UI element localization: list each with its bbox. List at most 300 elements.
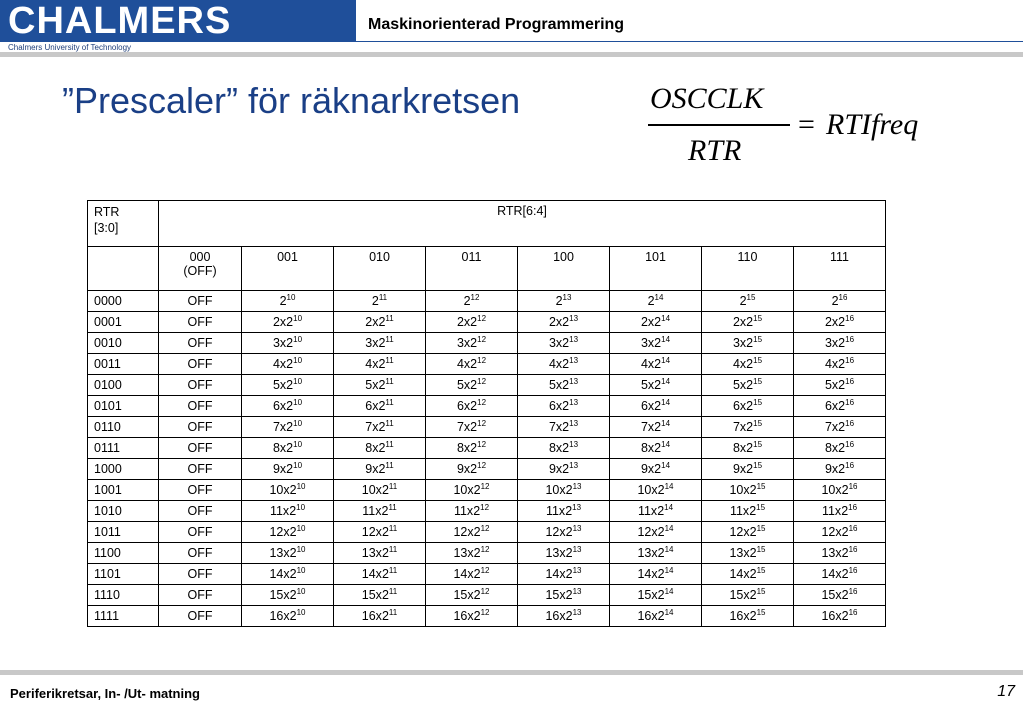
divider-multiplier: 2x bbox=[548, 315, 563, 329]
divider-exponent: 14 bbox=[661, 398, 671, 407]
divider-cell: $10x2^{16}$ bbox=[794, 480, 886, 501]
row-code: 0000 bbox=[88, 291, 159, 312]
table-row bbox=[88, 564, 886, 585]
divider-cell: $7x2^{15}$ bbox=[702, 417, 794, 438]
divider-cell: $16x2^{12}$ bbox=[426, 606, 518, 627]
divider-cell: $14x2^{16}$ bbox=[794, 564, 886, 585]
divider-cell: $10x2^{11}$ bbox=[334, 480, 426, 501]
divider-cell: $8x2^{10}$ bbox=[242, 438, 334, 459]
divider-exponent: 15 bbox=[753, 398, 763, 407]
divider-multiplier: 15x bbox=[453, 588, 474, 602]
divider-exponent: 10 bbox=[293, 419, 303, 428]
divider-multiplier: 16x bbox=[361, 609, 382, 623]
divider-exponent: 11 bbox=[388, 566, 398, 575]
divider-multiplier: 10x bbox=[637, 483, 658, 497]
divider-exponent: 14 bbox=[661, 461, 671, 470]
row-code: 1111 bbox=[88, 606, 159, 627]
divider-cell: $11x2^{10}$ bbox=[242, 501, 334, 522]
off-cell: OFF bbox=[159, 291, 242, 312]
divider-exponent: 10 bbox=[296, 524, 306, 533]
divider-exponent: 11 bbox=[385, 440, 394, 449]
column-header bbox=[518, 247, 610, 291]
divider-exponent: 14 bbox=[664, 566, 674, 575]
divider-cell: $13x2^{13}$ bbox=[518, 543, 610, 564]
divider-multiplier: 3x bbox=[272, 336, 287, 350]
divider-cell: $6x2^{12}$ bbox=[426, 396, 518, 417]
divider-multiplier: 5x bbox=[640, 378, 655, 392]
divider-multiplier: 13x bbox=[729, 546, 750, 560]
divider-exponent: 12 bbox=[480, 503, 490, 512]
divider-cell: $9x2^{10}$ bbox=[242, 459, 334, 480]
column-header-code: 100 bbox=[553, 250, 574, 264]
divider-cell: $2^{13}$ bbox=[518, 291, 610, 312]
divider-cell: $11x2^{13}$ bbox=[518, 501, 610, 522]
divider-cell: $5x2^{13}$ bbox=[518, 375, 610, 396]
divider-cell: $14x2^{10}$ bbox=[242, 564, 334, 585]
divider-exponent: 10 bbox=[293, 314, 303, 323]
table-row bbox=[88, 522, 886, 543]
table-row bbox=[88, 543, 886, 564]
divider-cell: $4x2^{14}$ bbox=[610, 354, 702, 375]
divider-cell: $12x2^{15}$ bbox=[702, 522, 794, 543]
row-code: 1101 bbox=[88, 564, 159, 585]
divider-cell: $7x2^{14}$ bbox=[610, 417, 702, 438]
divider-cell: $13x2^{15}$ bbox=[702, 543, 794, 564]
divider-multiplier: 4x bbox=[732, 357, 747, 371]
divider-cell: $6x2^{16}$ bbox=[794, 396, 886, 417]
divider-multiplier: 6x bbox=[640, 399, 655, 413]
divider-multiplier: 5x bbox=[365, 378, 379, 392]
divider-cell: $3x2^{16}$ bbox=[794, 333, 886, 354]
divider-multiplier: 10x bbox=[453, 483, 474, 497]
divider-cell: $16x2^{10}$ bbox=[242, 606, 334, 627]
table-row bbox=[88, 501, 886, 522]
divider-cell: $8x2^{14}$ bbox=[610, 438, 702, 459]
divider-cell: $3x2^{10}$ bbox=[242, 333, 334, 354]
divider-multiplier: 11x bbox=[637, 504, 658, 518]
table-row bbox=[88, 606, 886, 627]
divider-exponent: 12 bbox=[477, 377, 487, 386]
divider-exponent: 13 bbox=[569, 335, 579, 344]
divider-multiplier: 14x bbox=[637, 567, 658, 581]
divider-cell: $2^{16}$ bbox=[794, 291, 886, 312]
divider-multiplier: 3x bbox=[732, 336, 747, 350]
divider-multiplier: 15x bbox=[637, 588, 658, 602]
divider-exponent: 10 bbox=[296, 608, 306, 617]
divider-multiplier: 15x bbox=[821, 588, 842, 602]
divider-exponent: 15 bbox=[756, 545, 766, 554]
divider-exponent: 11 bbox=[385, 461, 394, 470]
divider-multiplier: 6x bbox=[365, 399, 379, 413]
divider-exponent: 14 bbox=[661, 440, 671, 449]
divider-multiplier: 3x bbox=[365, 336, 379, 350]
divider-cell: $13x2^{11}$ bbox=[334, 543, 426, 564]
divider-exponent: 16 bbox=[848, 587, 858, 596]
divider-cell: $9x2^{16}$ bbox=[794, 459, 886, 480]
divider-exponent: 16 bbox=[845, 398, 855, 407]
divider-cell: $2x2^{16}$ bbox=[794, 312, 886, 333]
divider-multiplier: 3x bbox=[640, 336, 655, 350]
divider-multiplier: 14x bbox=[821, 567, 842, 581]
divider-exponent: 11 bbox=[385, 314, 394, 323]
divider-cell: $14x2^{15}$ bbox=[702, 564, 794, 585]
divider-multiplier: 5x bbox=[824, 378, 839, 392]
divider-cell: $13x2^{16}$ bbox=[794, 543, 886, 564]
column-header-note: (OFF) bbox=[183, 264, 217, 278]
divider-exponent: 12 bbox=[480, 545, 490, 554]
divider-exponent: 10 bbox=[293, 377, 303, 386]
off-cell: OFF bbox=[159, 312, 242, 333]
divider-multiplier: 8x bbox=[640, 441, 655, 455]
divider-exponent: 16 bbox=[845, 356, 855, 365]
divider-exponent: 15 bbox=[753, 419, 763, 428]
formula-denominator: RTR bbox=[688, 134, 742, 167]
off-cell: OFF bbox=[159, 354, 242, 375]
divider-exponent: 12 bbox=[470, 293, 480, 302]
divider-cell: $3x2^{15}$ bbox=[702, 333, 794, 354]
divider-exponent: 11 bbox=[385, 419, 394, 428]
row-code: 1011 bbox=[88, 522, 159, 543]
divider-exponent: 13 bbox=[569, 461, 579, 470]
divider-exponent: 16 bbox=[845, 461, 855, 470]
off-cell: OFF bbox=[159, 585, 242, 606]
divider-multiplier: 3x bbox=[548, 336, 563, 350]
divider-multiplier: 7x bbox=[365, 420, 379, 434]
divider-exponent: 15 bbox=[753, 356, 763, 365]
divider-cell: $4x2^{12}$ bbox=[426, 354, 518, 375]
divider-exponent: 15 bbox=[756, 566, 766, 575]
divider-multiplier: 6x bbox=[456, 399, 471, 413]
divider-multiplier: 14x bbox=[453, 567, 474, 581]
off-cell: OFF bbox=[159, 459, 242, 480]
divider-multiplier: 8x bbox=[824, 441, 839, 455]
column-header-code: 111 bbox=[829, 250, 849, 264]
formula-result: RTIfreq bbox=[826, 108, 919, 141]
off-cell: OFF bbox=[159, 417, 242, 438]
divider-cell: $4x2^{15}$ bbox=[702, 354, 794, 375]
divider-multiplier: 12x bbox=[453, 525, 474, 539]
divider-exponent: 10 bbox=[296, 545, 306, 554]
divider-multiplier: 9x bbox=[456, 462, 471, 476]
divider-multiplier: 4x bbox=[365, 357, 379, 371]
divider-cell: $8x2^{16}$ bbox=[794, 438, 886, 459]
row-code: 0100 bbox=[88, 375, 159, 396]
divider-cell: $15x2^{16}$ bbox=[794, 585, 886, 606]
divider-cell: $16x2^{15}$ bbox=[702, 606, 794, 627]
divider-cell: $5x2^{14}$ bbox=[610, 375, 702, 396]
divider-multiplier: 8x bbox=[365, 441, 379, 455]
divider-multiplier: 9x bbox=[272, 462, 287, 476]
column-header-code: 110 bbox=[737, 250, 758, 264]
divider-cell: $14x2^{12}$ bbox=[426, 564, 518, 585]
divider-cell: $10x2^{15}$ bbox=[702, 480, 794, 501]
divider-cell: $16x2^{13}$ bbox=[518, 606, 610, 627]
divider-multiplier: 4x bbox=[824, 357, 839, 371]
column-header bbox=[159, 247, 242, 291]
divider-cell: $8x2^{15}$ bbox=[702, 438, 794, 459]
divider-cell: $10x2^{10}$ bbox=[242, 480, 334, 501]
divider-exponent: 16 bbox=[845, 335, 855, 344]
divider-multiplier: 8x bbox=[548, 441, 563, 455]
divider-cell: $2x2^{11}$ bbox=[334, 312, 426, 333]
divider-multiplier: 13x bbox=[821, 546, 842, 560]
divider-multiplier: 7x bbox=[640, 420, 655, 434]
divider-multiplier: 16x bbox=[821, 609, 842, 623]
table-row bbox=[88, 417, 886, 438]
row-code: 0011 bbox=[88, 354, 159, 375]
divider-multiplier: 12x bbox=[545, 525, 566, 539]
divider-exponent: 14 bbox=[664, 503, 674, 512]
divider-cell: $16x2^{16}$ bbox=[794, 606, 886, 627]
prescaler-table bbox=[87, 200, 886, 627]
divider-exponent: 14 bbox=[664, 545, 674, 554]
group-header: RTR[6:4] bbox=[159, 201, 886, 247]
divider-cell: $2^{10}$ bbox=[242, 291, 334, 312]
column-header bbox=[242, 247, 334, 291]
divider-cell: $8x2^{11}$ bbox=[334, 438, 426, 459]
column-header bbox=[334, 247, 426, 291]
divider-cell: $2x2^{10}$ bbox=[242, 312, 334, 333]
divider-cell: $7x2^{10}$ bbox=[242, 417, 334, 438]
table-row bbox=[88, 396, 886, 417]
divider-multiplier: 5x bbox=[548, 378, 563, 392]
divider-multiplier: 6x bbox=[824, 399, 839, 413]
divider-multiplier: 16x bbox=[729, 609, 750, 623]
off-cell: OFF bbox=[159, 375, 242, 396]
divider-exponent: 11 bbox=[388, 608, 398, 617]
divider-multiplier: 14x bbox=[545, 567, 566, 581]
divider-multiplier: 2x bbox=[272, 315, 287, 329]
divider-cell: $12x2^{16}$ bbox=[794, 522, 886, 543]
column-header-code: 010 bbox=[369, 250, 390, 264]
divider-cell: $16x2^{14}$ bbox=[610, 606, 702, 627]
divider-exponent: 12 bbox=[477, 356, 487, 365]
divider-multiplier: 5x bbox=[272, 378, 287, 392]
column-header bbox=[702, 247, 794, 291]
divider-cell: $13x2^{12}$ bbox=[426, 543, 518, 564]
divider-multiplier: 11x bbox=[545, 504, 566, 518]
divider-exponent: 12 bbox=[477, 335, 487, 344]
divider-cell: $3x2^{13}$ bbox=[518, 333, 610, 354]
divider-exponent: 10 bbox=[293, 356, 303, 365]
divider-multiplier: 14x bbox=[729, 567, 750, 581]
divider-multiplier: 4x bbox=[548, 357, 563, 371]
divider-multiplier: 2x bbox=[640, 315, 655, 329]
divider-multiplier: 11x bbox=[362, 504, 382, 518]
divider-exponent: 15 bbox=[756, 608, 766, 617]
divider-cell: $9x2^{13}$ bbox=[518, 459, 610, 480]
divider-multiplier: 15x bbox=[269, 588, 290, 602]
divider-multiplier: 7x bbox=[548, 420, 563, 434]
off-cell: OFF bbox=[159, 480, 242, 501]
divider-multiplier: 7x bbox=[732, 420, 747, 434]
corner-label-line1: RTR bbox=[94, 205, 120, 219]
slide-title: ”Prescaler” för räknarkretsen bbox=[62, 80, 521, 121]
divider-exponent: 13 bbox=[562, 293, 572, 302]
divider-exponent: 13 bbox=[572, 587, 582, 596]
divider-exponent: 13 bbox=[569, 356, 579, 365]
divider-exponent: 13 bbox=[569, 377, 579, 386]
divider-cell: $8x2^{12}$ bbox=[426, 438, 518, 459]
table-row bbox=[88, 375, 886, 396]
off-cell: OFF bbox=[159, 543, 242, 564]
divider-exponent: 13 bbox=[572, 545, 582, 554]
divider-exponent: 10 bbox=[286, 293, 296, 302]
divider-cell: $5x2^{12}$ bbox=[426, 375, 518, 396]
divider-cell: $5x2^{11}$ bbox=[334, 375, 426, 396]
divider-exponent: 12 bbox=[480, 524, 490, 533]
divider-exponent: 14 bbox=[664, 608, 674, 617]
divider-cell: $15x2^{11}$ bbox=[334, 585, 426, 606]
divider-exponent: 16 bbox=[848, 608, 858, 617]
off-cell: OFF bbox=[159, 333, 242, 354]
divider-multiplier: 16x bbox=[269, 609, 290, 623]
divider-multiplier: 8x bbox=[732, 441, 747, 455]
divider-exponent: 11 bbox=[388, 482, 398, 491]
divider-exponent: 11 bbox=[378, 293, 388, 302]
divider-cell: $2^{15}$ bbox=[702, 291, 794, 312]
divider-cell: $2x2^{15}$ bbox=[702, 312, 794, 333]
divider-multiplier: 4x bbox=[272, 357, 287, 371]
row-code: 1000 bbox=[88, 459, 159, 480]
divider-exponent: 12 bbox=[477, 419, 487, 428]
chalmers-logo: CHALMERS bbox=[0, 0, 356, 42]
divider-cell: $2^{12}$ bbox=[426, 291, 518, 312]
divider-multiplier: 7x bbox=[272, 420, 287, 434]
divider-cell: $7x2^{13}$ bbox=[518, 417, 610, 438]
divider-exponent: 15 bbox=[753, 335, 763, 344]
table-row bbox=[88, 354, 886, 375]
divider-cell: $12x2^{14}$ bbox=[610, 522, 702, 543]
divider-exponent: 16 bbox=[838, 293, 848, 302]
divider-cell: $9x2^{11}$ bbox=[334, 459, 426, 480]
corner-header bbox=[88, 201, 159, 247]
column-header-code: 001 bbox=[277, 250, 298, 264]
divider-exponent: 13 bbox=[572, 503, 582, 512]
divider-multiplier: 13x bbox=[453, 546, 474, 560]
divider-cell: $7x2^{16}$ bbox=[794, 417, 886, 438]
divider-multiplier: 3x bbox=[456, 336, 471, 350]
divider-exponent: 12 bbox=[477, 314, 487, 323]
divider-cell: $12x2^{11}$ bbox=[334, 522, 426, 543]
table-header-row bbox=[88, 201, 886, 247]
divider-multiplier: 12x bbox=[821, 525, 842, 539]
divider-cell: $2x2^{14}$ bbox=[610, 312, 702, 333]
table-row bbox=[88, 333, 886, 354]
divider-cell: $12x2^{13}$ bbox=[518, 522, 610, 543]
divider-cell: $13x2^{14}$ bbox=[610, 543, 702, 564]
divider-exponent: 11 bbox=[388, 524, 398, 533]
divider-exponent: 14 bbox=[664, 587, 674, 596]
divider-cell: $15x2^{15}$ bbox=[702, 585, 794, 606]
divider-cell: $6x2^{11}$ bbox=[334, 396, 426, 417]
divider-cell: $11x2^{14}$ bbox=[610, 501, 702, 522]
divider-multiplier: 4x bbox=[456, 357, 471, 371]
divider-exponent: 12 bbox=[480, 566, 490, 575]
divider-exponent: 14 bbox=[664, 482, 674, 491]
divider-multiplier: 11x bbox=[269, 504, 290, 518]
divider-exponent: 13 bbox=[569, 440, 579, 449]
table-row bbox=[88, 438, 886, 459]
divider-exponent: 13 bbox=[569, 314, 579, 323]
divider-multiplier: 9x bbox=[732, 462, 747, 476]
divider-cell: $15x2^{10}$ bbox=[242, 585, 334, 606]
divider-exponent: 14 bbox=[661, 314, 671, 323]
divider-exponent: 10 bbox=[293, 461, 303, 470]
divider-exponent: 16 bbox=[848, 482, 858, 491]
corner-label-line2: [3:0] bbox=[94, 221, 119, 235]
divider-exponent: 10 bbox=[293, 335, 303, 344]
divider-cell: $3x2^{14}$ bbox=[610, 333, 702, 354]
divider-cell: $15x2^{12}$ bbox=[426, 585, 518, 606]
divider-multiplier: 16x bbox=[453, 609, 474, 623]
divider-multiplier: 5x bbox=[732, 378, 747, 392]
divider-exponent: 14 bbox=[661, 335, 671, 344]
column-header-row bbox=[88, 247, 886, 291]
divider-cell: $6x2^{10}$ bbox=[242, 396, 334, 417]
table-row bbox=[88, 480, 886, 501]
divider-exponent: 16 bbox=[845, 377, 855, 386]
table-row bbox=[88, 291, 886, 312]
divider-exponent: 15 bbox=[753, 314, 763, 323]
divider-cell: $6x2^{15}$ bbox=[702, 396, 794, 417]
divider-cell: $15x2^{13}$ bbox=[518, 585, 610, 606]
divider-exponent: 14 bbox=[664, 524, 674, 533]
divider-exponent: 11 bbox=[388, 503, 397, 512]
formula-numerator: OSCCLK bbox=[650, 82, 764, 115]
divider-cell: $12x2^{10}$ bbox=[242, 522, 334, 543]
divider-cell: $5x2^{15}$ bbox=[702, 375, 794, 396]
divider-cell: $13x2^{10}$ bbox=[242, 543, 334, 564]
divider-exponent: 13 bbox=[569, 419, 579, 428]
divider-cell: $15x2^{14}$ bbox=[610, 585, 702, 606]
divider-exponent: 10 bbox=[293, 398, 303, 407]
divider-multiplier: 3x bbox=[824, 336, 839, 350]
row-code: 0101 bbox=[88, 396, 159, 417]
row-code: 1001 bbox=[88, 480, 159, 501]
divider-exponent: 15 bbox=[756, 524, 766, 533]
row-code: 0111 bbox=[88, 438, 159, 459]
divider-multiplier: 13x bbox=[361, 546, 382, 560]
divider-multiplier: 13x bbox=[269, 546, 290, 560]
off-cell: OFF bbox=[159, 606, 242, 627]
divider-exponent: 15 bbox=[753, 377, 763, 386]
off-cell: OFF bbox=[159, 501, 242, 522]
footer-divider bbox=[0, 670, 1023, 675]
page-number: 17 bbox=[997, 683, 1015, 700]
divider-multiplier: 6x bbox=[732, 399, 747, 413]
divider-multiplier: 12x bbox=[729, 525, 750, 539]
divider-multiplier: 13x bbox=[637, 546, 658, 560]
divider-cell: $6x2^{13}$ bbox=[518, 396, 610, 417]
column-header bbox=[610, 247, 702, 291]
divider-multiplier: 2x bbox=[732, 315, 747, 329]
divider-exponent: 11 bbox=[385, 377, 394, 386]
fraction-bar bbox=[648, 124, 790, 126]
divider-multiplier: 14x bbox=[361, 567, 382, 581]
divider-exponent: 15 bbox=[756, 587, 766, 596]
divider-cell: $16x2^{11}$ bbox=[334, 606, 426, 627]
divider-exponent: 14 bbox=[661, 377, 671, 386]
divider-cell: $11x2^{11}$ bbox=[334, 501, 426, 522]
divider-cell: $9x2^{15}$ bbox=[702, 459, 794, 480]
column-header-code: 000 bbox=[189, 250, 211, 264]
divider-multiplier: 12x bbox=[269, 525, 290, 539]
header-divider bbox=[0, 52, 1023, 57]
divider-cell: $10x2^{13}$ bbox=[518, 480, 610, 501]
divider-exponent: 14 bbox=[661, 356, 671, 365]
column-header bbox=[794, 247, 886, 291]
